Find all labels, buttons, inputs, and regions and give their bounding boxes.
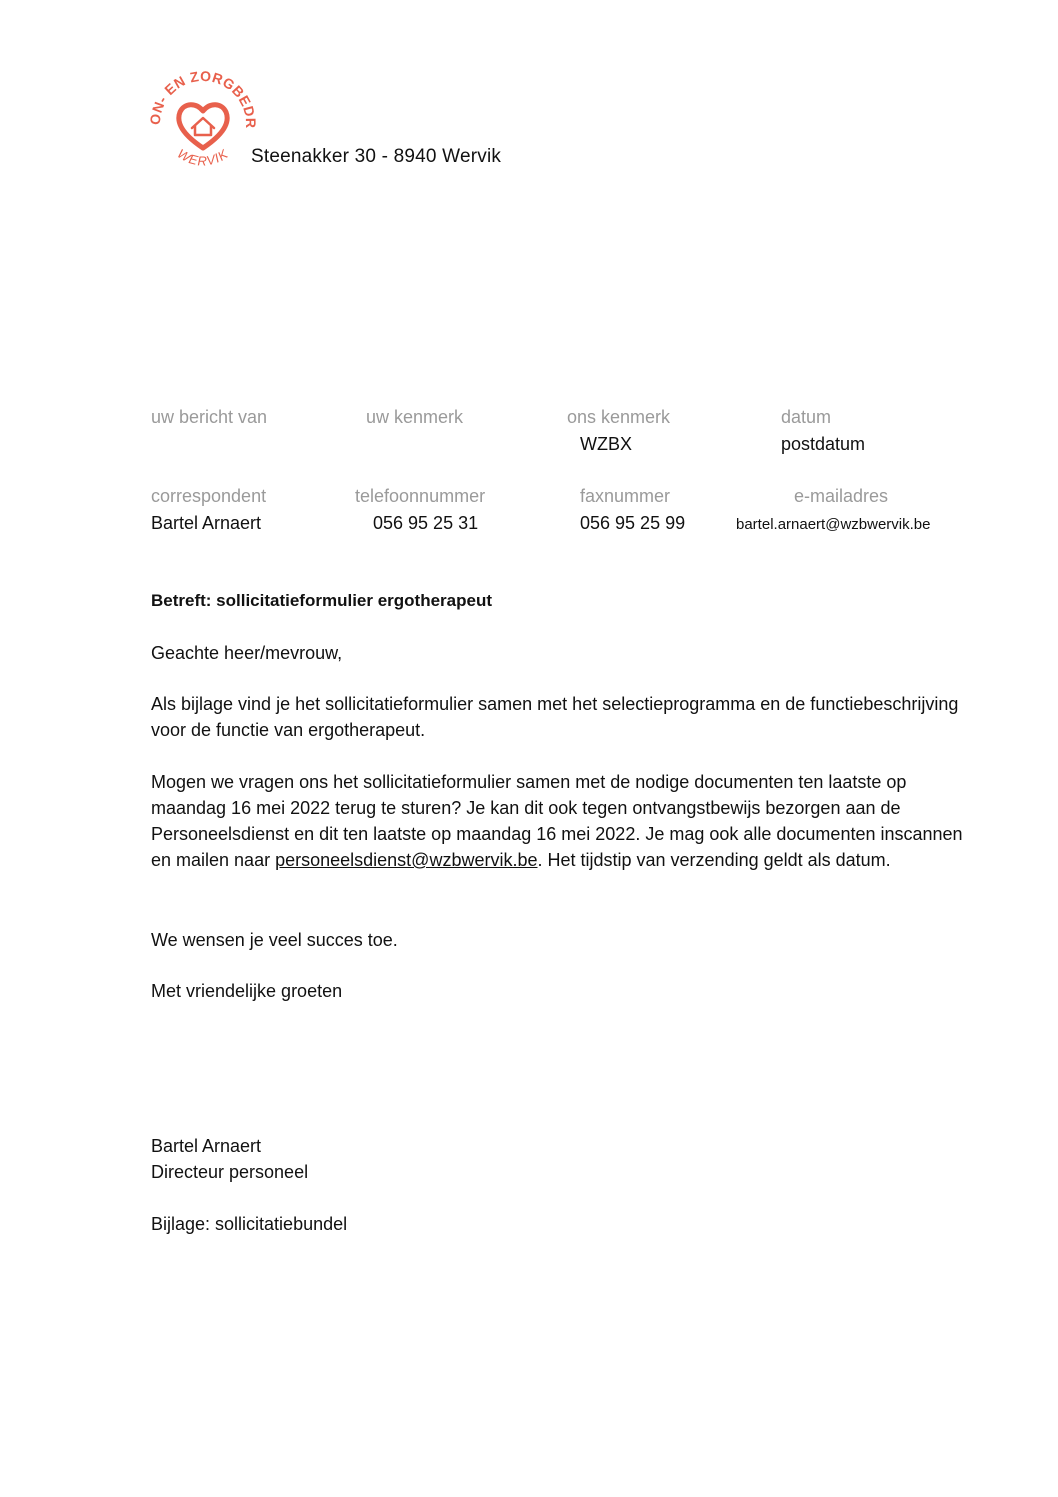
company-logo bbox=[142, 62, 262, 182]
signer-title: Directeur personeel bbox=[151, 1162, 309, 1182]
letter-attachment: Bijlage: sollicitatiebundel bbox=[151, 1214, 348, 1234]
label-datum: datum bbox=[781, 407, 832, 427]
label-faxnummer: faxnummer bbox=[580, 486, 671, 506]
svg-text:WOON- EN ZORGBEDRIJF: ON- EN ZORGBEDR bbox=[146, 67, 260, 129]
letter-paragraph-2 bbox=[151, 769, 971, 873]
value-ons-kenmerk: WZBX bbox=[580, 434, 632, 454]
value-datum: postdatum bbox=[781, 434, 866, 454]
letter-paragraph-1: Als bijlage vind je het sollicitatieformulier samen met het selectieprogramma en de functiebeschrijving voor de functie van ergotherapeut. bbox=[151, 694, 959, 740]
signer-name: Bartel Arnaert bbox=[151, 1136, 262, 1156]
heart-house-logo-icon bbox=[142, 62, 262, 182]
label-emailadres: e-mailadres bbox=[794, 486, 889, 506]
value-correspondent: Bartel Arnaert bbox=[151, 513, 262, 533]
paragraph-2-text-start: Mogen we vragen ons het sollicitatieformulier samen met de nodige documenten ten laatste op maandag 16 mei 2022 terug te sturen? Je kan dit ook tegen ontvangstbewijs bezorgen aan de Personeelsdienst en dit ten laatste op maandag 16 mei 2022. Je mag ook alle documenten inscannen en mailen naar bbox=[151, 772, 963, 870]
letter-paragraph-3: We wensen je veel succes toe. bbox=[151, 930, 398, 950]
svg-text:WERVIK: WERVIK bbox=[174, 145, 232, 169]
personeelsdienst-email-link[interactable]: personeelsdienst@wzbwervik.be bbox=[275, 850, 538, 870]
label-ons-kenmerk: ons kenmerk bbox=[567, 407, 671, 427]
label-uw-bericht-van: uw bericht van bbox=[151, 407, 268, 427]
paragraph-2-text-end: . Het tijdstip van verzending geldt als datum. bbox=[537, 850, 891, 870]
value-telefoonnummer: 056 95 25 31 bbox=[373, 513, 479, 533]
value-emailadres: bartel.arnaert@wzbwervik.be bbox=[736, 516, 931, 533]
label-correspondent: correspondent bbox=[151, 486, 267, 506]
value-faxnummer: 056 95 25 99 bbox=[580, 513, 686, 533]
company-address: Steenakker 30 - 8940 Wervik bbox=[251, 146, 502, 167]
label-telefoonnummer: telefoonnummer bbox=[355, 486, 486, 506]
letter-subject: Betreft: sollicitatieformulier ergotherapeut bbox=[151, 591, 493, 610]
label-uw-kenmerk: uw kenmerk bbox=[366, 407, 464, 427]
letter-salutation: Geachte heer/mevrouw, bbox=[151, 643, 343, 663]
letter-closing: Met vriendelijke groeten bbox=[151, 981, 343, 1001]
